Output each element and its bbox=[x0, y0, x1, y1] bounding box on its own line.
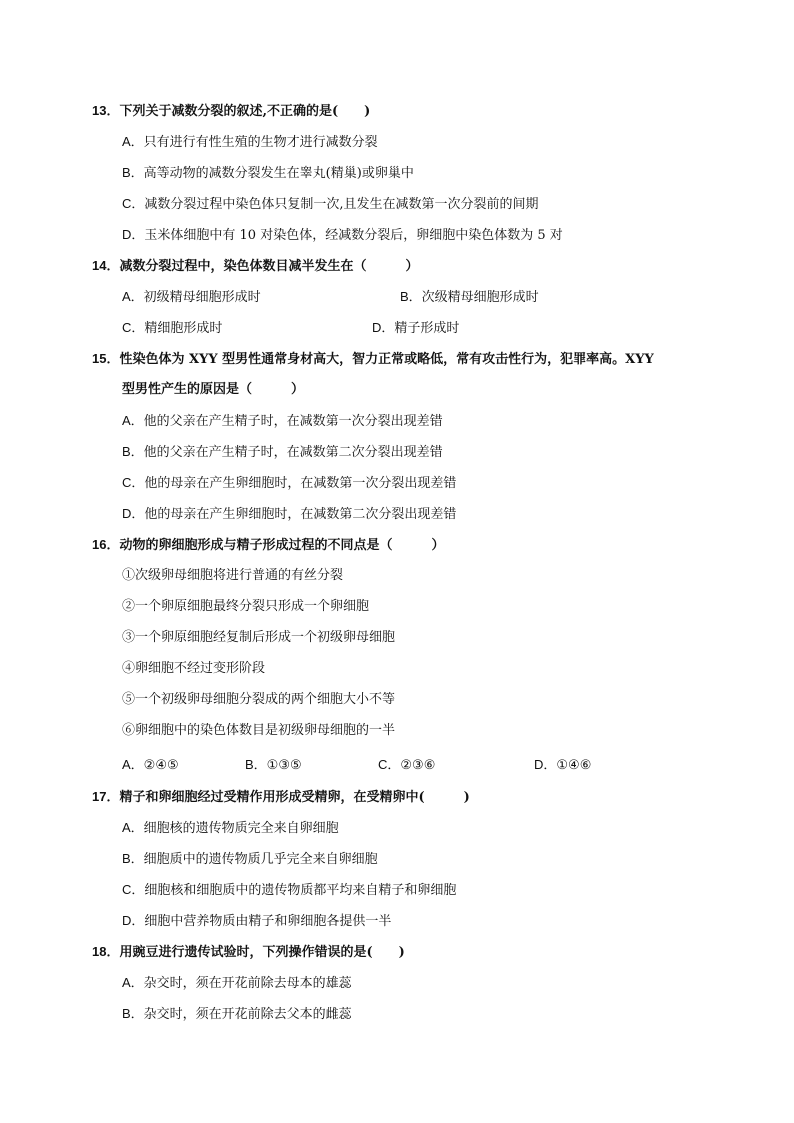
question-16-item-1: ①次级卵母细胞将进行普通的有丝分裂 bbox=[122, 568, 344, 583]
question-15-stem-continued: 型男性产生的原因是（ ） bbox=[122, 382, 305, 397]
question-14-stem: 14．减数分裂过程中，染色体数目减半发生在（ ） bbox=[92, 258, 419, 274]
question-15-stem: 15．性染色体为 XYY 型男性通常身材高大，智力正常或略低，常有攻击性行为，犯罪率高。XYY bbox=[92, 351, 654, 367]
question-18-stem: 18．用豌豆进行遗传试验时，下列操作错误的是( ) bbox=[92, 944, 405, 960]
question-13-option-c: C．减数分裂过程中染色体只复制一次,且发生在减数第一次分裂前的间期 bbox=[122, 196, 539, 212]
question-13-stem: 13．下列关于减数分裂的叙述,不正确的是( ) bbox=[92, 103, 371, 119]
question-16-option-c: C．②③⑥ bbox=[378, 757, 436, 773]
question-16-item-4: ④卵细胞不经过变形阶段 bbox=[122, 661, 266, 676]
question-17-option-a: A．细胞核的遗传物质完全来自卵细胞 bbox=[122, 820, 339, 836]
question-18-option-b: B．杂交时，须在开花前除去父本的雌蕊 bbox=[122, 1006, 352, 1022]
question-16-option-a: A．②④⑤ bbox=[122, 757, 179, 773]
question-14-option-d: D．精子形成时 bbox=[372, 320, 460, 336]
question-18-option-a: A．杂交时，须在开花前除去母本的雄蕊 bbox=[122, 975, 352, 991]
question-13-option-a: A．只有进行有性生殖的生物才进行减数分裂 bbox=[122, 134, 378, 150]
question-14-option-a: A．初级精母细胞形成时 bbox=[122, 289, 261, 305]
question-16-item-6: ⑥卵细胞中的染色体数目是初级卵母细胞的一半 bbox=[122, 723, 396, 738]
question-17-stem: 17．精子和卵细胞经过受精作用形成受精卵，在受精卵中( ) bbox=[92, 789, 470, 805]
question-16-option-b: B．①③⑤ bbox=[245, 757, 302, 773]
question-16-stem: 16．动物的卵细胞形成与精子形成过程的不同点是（ ） bbox=[92, 537, 445, 553]
question-15-option-a: A．他的父亲在产生精子时，在减数第一次分裂出现差错 bbox=[122, 413, 443, 429]
question-16-item-5: ⑤一个初级卵母细胞分裂成的两个细胞大小不等 bbox=[122, 692, 396, 707]
question-15-option-c: C．他的母亲在产生卵细胞时，在减数第一次分裂出现差错 bbox=[122, 475, 457, 491]
question-13-option-b: B．高等动物的减数分裂发生在睾丸(精巢)或卵巢中 bbox=[122, 165, 414, 181]
question-16-item-2: ②一个卵原细胞最终分裂只形成一个卵细胞 bbox=[122, 599, 370, 614]
question-17-option-b: B．细胞质中的遗传物质几乎完全来自卵细胞 bbox=[122, 851, 378, 867]
question-14-option-c: C．精细胞形成时 bbox=[122, 320, 223, 336]
question-17-option-c: C．细胞核和细胞质中的遗传物质都平均来自精子和卵细胞 bbox=[122, 882, 457, 898]
question-15-option-d: D．他的母亲在产生卵细胞时，在减数第二次分裂出现差错 bbox=[122, 506, 457, 522]
question-15-option-b: B．他的父亲在产生精子时，在减数第二次分裂出现差错 bbox=[122, 444, 443, 460]
question-14-option-b: B．次级精母细胞形成时 bbox=[400, 289, 539, 305]
question-17-option-d: D．细胞中营养物质由精子和卵细胞各提供一半 bbox=[122, 913, 392, 929]
question-16-item-3: ③一个卵原细胞经复制后形成一个初级卵母细胞 bbox=[122, 630, 396, 645]
question-13-option-d: D．玉米体细胞中有 10 对染色体，经减数分裂后，卵细胞中染色体数为 5 对 bbox=[122, 227, 563, 243]
question-16-option-d: D．①④⑥ bbox=[534, 757, 592, 773]
